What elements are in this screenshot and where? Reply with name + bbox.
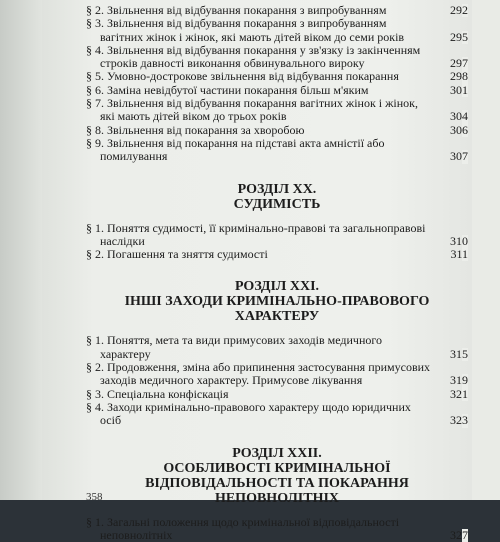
toc-entry-page: 306 (450, 122, 468, 137)
toc-entry-title: § 1. Поняття, мета та види примусових заходів медичного характеру (86, 333, 383, 361)
toc-entry[interactable] (86, 4, 468, 17)
section-heading-line: РОЗДІЛ XXI. (234, 279, 320, 295)
toc-entry-title: § 3. Спеціальна конфіскація (86, 386, 229, 401)
toc-entry-title: § 6. Заміна невідбутої частини покарання більш м'яким (86, 82, 369, 97)
section-heading-line: НЕПОВНОЛІТНІХ (214, 490, 340, 506)
toc-entry[interactable] (86, 70, 468, 83)
toc-entry[interactable] (86, 222, 468, 249)
toc-entry[interactable] (86, 97, 468, 124)
toc-entry-title: § 1. Загальні положення щодо кримінальної відповідальності неповнолітніх (86, 514, 400, 542)
toc-entry-page: 327 (450, 527, 468, 542)
toc-entry[interactable] (86, 137, 468, 164)
toc-entry-page: 292 (450, 3, 468, 17)
toc-entry[interactable] (86, 248, 468, 261)
toc-entry[interactable] (86, 401, 468, 428)
toc-entry-title: § 4. Заходи кримінально-правового характеру щодо юридичних осіб (86, 399, 411, 428)
section-heading-line: ХАРАКТЕРУ (234, 309, 320, 325)
toc-entry-page: 304 (450, 109, 468, 124)
section-22-entries (86, 516, 468, 542)
section-heading-line: ВІДПОВІДАЛЬНОСТІ ТА ПОКАРАННЯ (145, 475, 409, 491)
toc-entry-page: 321 (450, 386, 468, 401)
toc-entry-title: § 2. Звільнення від відбування покарання з випробуванням (86, 3, 387, 17)
toc-entry-title: § 7. Звільнення від відбування покарання вагітних жінок і жінок, які мають дітей віком до трьох років (86, 96, 418, 124)
toc-entry[interactable] (86, 388, 468, 401)
toc-entry-page: 298 (450, 69, 468, 84)
toc-entry[interactable] (86, 124, 468, 137)
section-21-entries (86, 334, 468, 427)
toc-entry-page: 310 (450, 233, 468, 248)
section-heading-21 (86, 279, 468, 324)
toc-entry-page: 295 (450, 29, 468, 44)
toc-entry-page: 297 (450, 56, 468, 71)
toc-entry-title: § 2. Погашення та зняття судимості (86, 247, 268, 262)
toc-entry-page: 315 (450, 346, 468, 361)
section-heading-20 (86, 182, 468, 212)
toc-entry[interactable] (86, 334, 468, 361)
toc-entry[interactable] (86, 84, 468, 97)
toc-block-continued (86, 4, 468, 164)
section-heading-line: ІНШІ ЗАХОДИ КРИМІНАЛЬНО-ПРАВОВОГО (124, 294, 430, 310)
page-gutter-shadow (0, 0, 42, 500)
toc-entry-title: § 4. Звільнення від відбування покарання у зв'язку із закінченням строків давності виконання обвинувального вироку (86, 42, 421, 71)
section-heading-line: РОЗДІЛ XXII. (232, 445, 322, 461)
toc-entry-title: § 8. Звільнення від покарання за хворобою (86, 122, 305, 137)
toc-entry[interactable] (86, 516, 468, 542)
toc-entry-title: § 2. Продовження, зміна або припинення застосування примусових заходів медичного характеру. Примусове лікування (86, 360, 431, 388)
toc-entry-title: § 1. Поняття судимості, її кримінально-правові та загальноправові наслідки (86, 220, 426, 248)
toc-entry[interactable] (86, 17, 468, 44)
section-heading-line: СУДИМІСТЬ (233, 196, 321, 212)
toc-entry-title: § 3. Звільнення від відбування покарання з випробуванням вагітних жінок і жінок, які мають дітей віком до семи років (86, 16, 405, 44)
toc-entry-page: 301 (450, 82, 468, 97)
toc-entry-title: § 5. Умовно-дострокове звільнення від відбування покарання (86, 69, 399, 84)
section-heading-line: РОЗДІЛ XX. (237, 181, 317, 197)
page-number: 358 (86, 491, 103, 503)
toc-entry[interactable] (86, 44, 468, 71)
section-heading-line: ОСОБЛИВОСТІ КРИМІНАЛЬНОЇ (163, 460, 391, 476)
toc-entry-page: 307 (450, 149, 468, 164)
toc-entry-page: 311 (450, 247, 468, 262)
toc-entry-title: § 9. Звільнення від покарання на підставі акта амністії або помилування (86, 135, 385, 164)
toc-entry-page: 323 (450, 413, 468, 428)
section-20-entries (86, 222, 468, 262)
section-heading-22 (86, 446, 468, 506)
table-of-contents (86, 4, 468, 542)
toc-entry[interactable] (86, 361, 468, 388)
toc-entry-page: 319 (450, 373, 468, 388)
